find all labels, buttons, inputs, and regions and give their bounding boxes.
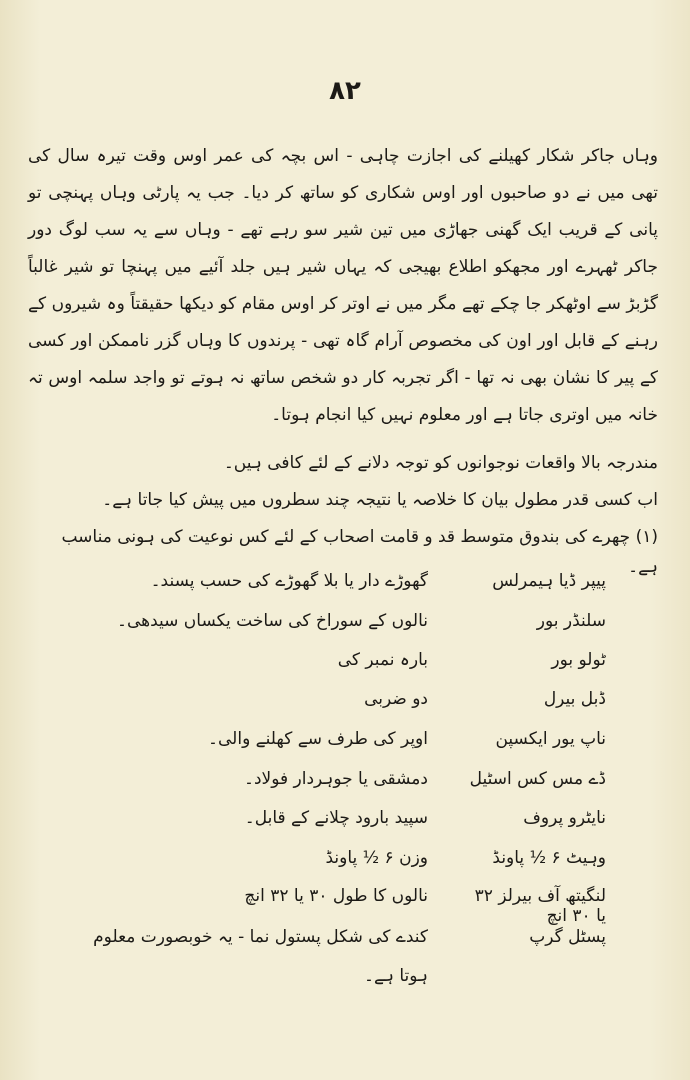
spec-value: نالوں کا طول ۳۰ یا ۳۲ انچ xyxy=(244,886,428,906)
note-line-2: اب کسی قدر مطول بیان کا خلاصہ یا نتیجہ چند سطروں میں پیش کیا جاتا ہے۔ xyxy=(102,490,658,510)
paragraph-text: وہاں جاکر شکار کھیلنے کی اجازت چاہی - اس بچہ کی عمر اوس وقت تیرہ سال کی تھی میں نے دو صاحبوں اور اوس شکاری کو ساتھ کر دیا۔ جب یہ پارٹی وہاں پہنچی تو پانی کے قریب ایک گھنی جھاڑی میں تین شیر سو رہے تھے - وہاں سے یہ سب لوگ دور جاکر ٹھہرے اور مجھکو اطلاع بھیجی کہ یہاں شیر ہیں جلد آئیے میں پہنچا تو شیر غالباً گڑبڑ سے اوٹھکر جا چکے تھے مگر میں نے اوتر کر اوس مقام کو دیکھا حقیقتاً وہ شیروں کے رہنے کے قابل اور اون کی مخصوص آرام گاہ تھی - پرندوں کا وہاں گزر ناممکن اور کسی کے پیر کا نشان بھی نہ تھا - اگر تجربہ کار دو شخص ساتھ نہ ہوتے تو واجد سلمہ اوس تہ خانہ میں اوتری جاتا ہے اور معلوم نہیں کیا انجام ہوتا۔ xyxy=(28,146,658,425)
note-line-1: مندرجہ بالا واقعات نوجوانوں کو توجہ دلانے کے لئے کافی ہیں۔ xyxy=(223,453,658,473)
spec-continuation: ہوتا ہے۔ xyxy=(364,966,428,986)
spec-value: اوپر کی طرف سے کھلنے والی۔ xyxy=(208,729,428,749)
spec-list xyxy=(28,570,658,1001)
spec-name: پسٹل گرپ xyxy=(529,926,606,947)
spec-name: ٹولو بور xyxy=(551,650,606,670)
spec-name: ڈے مس کس اسٹیل xyxy=(469,768,606,789)
spec-name: ڈبل بیرل xyxy=(543,688,606,709)
spec-name: نایٹرو پروف xyxy=(523,808,606,828)
spec-row xyxy=(28,689,658,729)
spec-value: دو ضربی xyxy=(364,688,428,709)
spec-row xyxy=(28,649,658,689)
spec-value: کندے کی شکل پستول نما - یہ خوبصورت معلوم xyxy=(93,926,428,947)
spec-value: سپید بارود چلانے کے قابل۔ xyxy=(244,808,428,828)
spec-row xyxy=(28,610,658,650)
spec-name: ناپ یور ایکسپن xyxy=(495,729,606,749)
spec-row xyxy=(28,807,658,847)
spec-name: سلنڈر بور xyxy=(536,610,606,631)
page-number: ۸۲ xyxy=(329,76,361,106)
spec-value: نالوں کے سوراخ کی ساخت یکساں سیدھی۔ xyxy=(117,610,428,631)
spec-value: بارہ نمبر کی xyxy=(337,650,428,670)
spec-value: وزن ۶ ½ پاونڈ xyxy=(325,847,428,868)
spec-name: لنگیتھ آف بیرلز ۳۲ یا ۳۰ انچ xyxy=(474,886,606,926)
spec-row xyxy=(28,768,658,808)
spec-row xyxy=(28,926,658,966)
spec-row xyxy=(28,886,658,926)
body-paragraph xyxy=(28,138,658,434)
note-line-3: (۱) چھرے کی بندوق متوسط قد و قامت اصحاب کے لئے کس نوعیت کی ہونی مناسب ہے۔ xyxy=(61,527,658,577)
spec-row xyxy=(28,847,658,887)
spec-value: گھوڑے دار یا بلا گھوڑے کی حسب پسند۔ xyxy=(150,571,428,591)
spec-name: پیپر ڈیا ہیمرلس xyxy=(492,571,606,591)
spec-row xyxy=(28,728,658,768)
spec-value: دمشقی یا جوہردار فولاد۔ xyxy=(243,768,428,789)
spec-row xyxy=(28,570,658,610)
spec-name: وہیٹ ۶ ½ پاونڈ xyxy=(492,847,606,868)
